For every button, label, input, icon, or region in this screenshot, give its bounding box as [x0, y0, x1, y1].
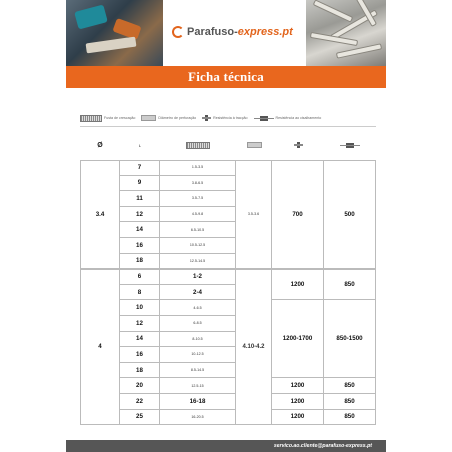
length-cell: 16 — [120, 347, 160, 363]
length-cell: 12 — [120, 316, 160, 332]
shear-cell: 850 — [324, 410, 376, 426]
thread-range-cell: 1-2 — [160, 269, 236, 285]
thread-range-cell: 3.8-6.5 — [160, 176, 236, 192]
drill-diameter-cell: 3.5-3.6 — [236, 160, 272, 269]
diameter-icon — [141, 115, 156, 121]
thread-range-cell: 6-8.5 — [160, 316, 236, 332]
spec-sheet-page — [66, 0, 386, 452]
shear-cell: 850 — [324, 394, 376, 410]
shear-icon — [254, 116, 274, 121]
legend-item: Diâmetro de perfuração — [141, 115, 196, 121]
shear-cell: 850-1500 — [324, 300, 376, 378]
thread-range-cell: 8-10.5 — [160, 332, 236, 348]
thread-range-cell: 8.5-14.5 — [160, 363, 236, 379]
length-cell: 12 — [120, 207, 160, 223]
shear-cell: 850 — [324, 378, 376, 394]
thread-range-cell: 6.5-10.5 — [160, 222, 236, 238]
length-cell: 10 — [120, 300, 160, 316]
thread-range-cell: 1.5-3.5 — [160, 160, 236, 176]
drill-diameter-header — [236, 130, 272, 160]
traction-cell: 1200-1700 — [272, 300, 324, 378]
length-cell: 18 — [120, 254, 160, 270]
length-header: L — [138, 142, 142, 148]
traction-header — [272, 130, 324, 160]
length-cell: 14 — [120, 222, 160, 238]
traction-cell: 1200 — [272, 410, 324, 426]
traction-cell: 1200 — [272, 269, 324, 300]
thread-length-header — [160, 130, 236, 160]
diameter-cell: 4 — [80, 269, 120, 425]
thread-range-cell: 3.5-7.5 — [160, 191, 236, 207]
length-cell: 9 — [120, 176, 160, 192]
length-cell: 18 — [120, 363, 160, 379]
group-border — [80, 269, 376, 270]
traction-cell: 1200 — [272, 378, 324, 394]
length-cell: 14 — [120, 332, 160, 348]
page-title: Ficha técnica — [188, 69, 264, 84]
thread-range-cell: 12.5-15 — [160, 378, 236, 394]
thread-range-cell: 2-4 — [160, 285, 236, 301]
tools-photo — [66, 0, 163, 66]
traction-icon — [202, 115, 211, 121]
thread-range-cell: 4-6.5 — [160, 300, 236, 316]
length-cell: 11 — [120, 191, 160, 207]
thread-range-cell: 16-20.5 — [160, 410, 236, 426]
legend-item: Resistência à tracção — [202, 115, 247, 121]
divider — [80, 126, 376, 127]
diameter-cell: 3.4 — [80, 160, 120, 269]
screws-photo — [306, 0, 386, 66]
traction-cell: 700 — [272, 160, 324, 269]
length-cell: 7 — [120, 160, 160, 176]
legend-item: Resistência ao cisalhamento — [254, 116, 322, 121]
drill-diameter-cell: 4.10-4.2 — [236, 269, 272, 425]
shear-cell: 500 — [324, 160, 376, 269]
length-cell: 8 — [120, 285, 160, 301]
thread-range-cell: 12.5-14.5 — [160, 254, 236, 270]
thread-range-cell: 16-18 — [160, 394, 236, 410]
length-cell: 20 — [120, 378, 160, 394]
screw-thread-icon — [80, 115, 102, 122]
thread-range-cell: 10.5-12.5 — [160, 238, 236, 254]
thread-range-cell: 4.5-9.8 — [160, 207, 236, 223]
traction-cell: 1200 — [272, 394, 324, 410]
length-cell: 25 — [120, 410, 160, 426]
legend — [80, 112, 380, 124]
title-banner — [66, 66, 386, 88]
brand-logo[interactable] — [172, 26, 293, 38]
length-cell: 6 — [120, 269, 160, 285]
contact-email[interactable]: servico.ao.cliente@parafuso-express.pt — [273, 443, 372, 449]
footer-bar — [66, 440, 386, 452]
logo-mark-icon — [172, 26, 184, 38]
shear-header — [324, 130, 376, 160]
brand-name: Parafuso-express.pt — [187, 26, 293, 38]
legend-item: Fusta de crescação — [80, 115, 135, 122]
length-cell: 22 — [120, 394, 160, 410]
shear-icon — [340, 143, 360, 148]
group-border — [80, 160, 376, 161]
table-header — [80, 130, 376, 160]
shear-cell: 850 — [324, 269, 376, 300]
length-cell: 16 — [120, 238, 160, 254]
diameter-header: Ø — [97, 141, 103, 149]
diameter-icon — [247, 142, 262, 148]
screw-thread-icon — [186, 142, 210, 149]
thread-range-cell: 10-12.5 — [160, 347, 236, 363]
traction-icon — [294, 142, 303, 148]
